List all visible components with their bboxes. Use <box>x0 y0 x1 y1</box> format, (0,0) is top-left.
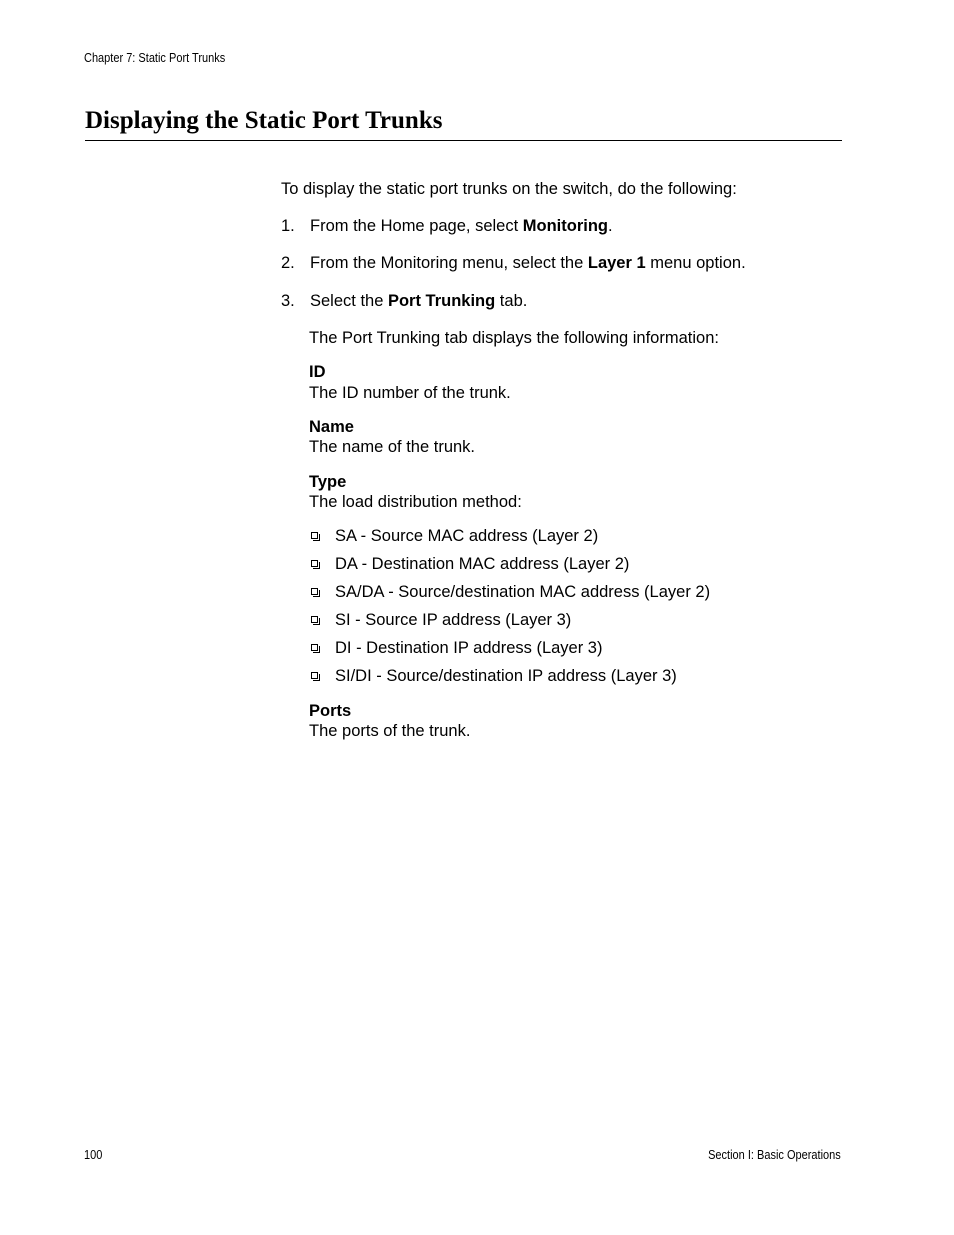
title-rule <box>85 140 842 141</box>
field-term-id: ID <box>309 363 326 381</box>
field-term-type: Type <box>309 473 347 491</box>
step-number: 3. <box>281 292 295 310</box>
step-text: From the Home page, select Monitoring. <box>310 217 613 235</box>
page-number: 100 <box>84 1148 103 1162</box>
checkbox-bullet-icon <box>311 644 318 651</box>
field-desc-type: The load distribution method: <box>309 493 522 511</box>
field-term-ports: Ports <box>309 702 352 720</box>
checkbox-bullet-icon <box>311 532 318 539</box>
page-title: Displaying the Static Port Trunks <box>85 107 443 134</box>
field-term-name: Name <box>309 418 354 436</box>
step-number: 2. <box>281 254 295 272</box>
field-desc-name: The name of the trunk. <box>309 438 476 456</box>
checkbox-bullet-icon <box>311 560 318 567</box>
checkbox-bullet-icon <box>311 588 318 595</box>
checkbox-bullet-icon <box>311 616 318 623</box>
running-header: Chapter 7: Static Port Trunks <box>84 51 226 65</box>
tab-intro-paragraph: The Port Trunking tab displays the following information: <box>309 329 719 347</box>
step-number: 1. <box>281 217 295 235</box>
step-text: From the Monitoring menu, select the Layer 1 menu option. <box>310 254 746 272</box>
step-text: Select the Port Trunking tab. <box>310 292 528 310</box>
checkbox-bullet-icon <box>311 672 318 679</box>
footer-section: Section I: Basic Operations <box>708 1148 841 1162</box>
field-desc-id: The ID number of the trunk. <box>309 384 511 402</box>
intro-paragraph: To display the static port trunks on the switch, do the following: <box>281 180 737 198</box>
field-desc-ports: The ports of the trunk. <box>309 722 471 740</box>
